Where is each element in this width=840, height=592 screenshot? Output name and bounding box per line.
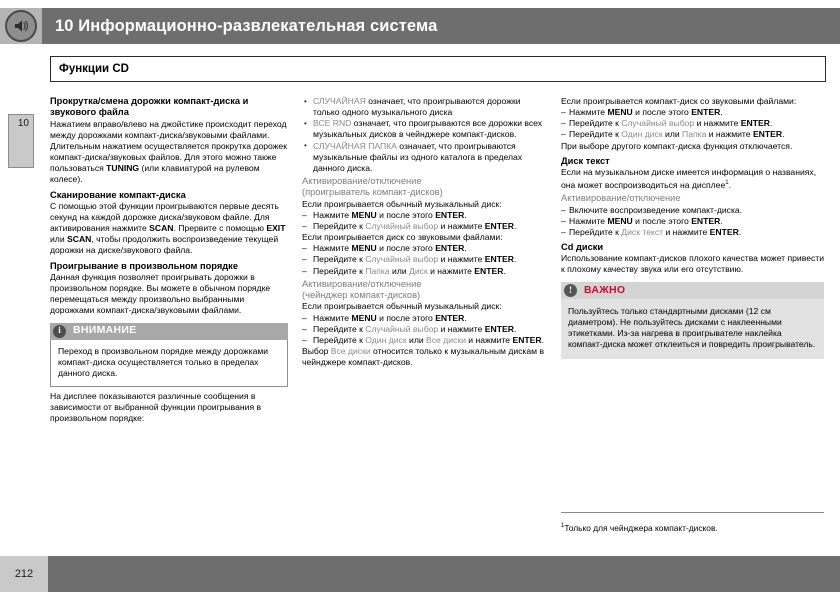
- display-term-disc-text: Диск текст: [621, 226, 664, 237]
- p3-a: Если на музыкальном диске имеется информация о названиях, она может воспроизводиться на дисплее: [561, 167, 817, 191]
- p4-a: Выбор: [302, 346, 331, 356]
- key-enter: ENTER: [752, 129, 783, 140]
- s2i2-b: и нажмите: [438, 254, 485, 265]
- bullet3-text: означает, что проигрываются музыкальные файлы из одного каталога в пределах данного диска.: [313, 140, 523, 173]
- key-enter: ENTER: [474, 265, 504, 276]
- p1-c: (или клавиатурой на рулевом колесе).: [50, 163, 260, 185]
- s3i2-a: Перейдите к: [313, 323, 366, 334]
- s2i2-a: Перейдите к: [313, 254, 366, 265]
- text-column-3: [561, 96, 824, 359]
- steps-list-1: [302, 210, 545, 232]
- list-item: [561, 129, 824, 140]
- key-menu: MENU: [351, 209, 377, 220]
- paragraph-audio-cd: Если проигрывается компакт-диск со звуковыми файлами:: [561, 96, 797, 106]
- key-enter: ENTER: [691, 107, 721, 118]
- c3i3-d: .: [782, 129, 785, 140]
- key-enter: ENTER: [484, 323, 514, 334]
- s2i1-c: .: [464, 243, 467, 254]
- random-modes-list: [302, 96, 545, 174]
- list-item: [302, 118, 545, 140]
- s3i3-c: и нажмите: [465, 334, 513, 345]
- key-exit: EXIT: [266, 223, 286, 234]
- footnote-text: Только для чейнджера компакт-дисков.: [564, 522, 718, 533]
- heading-activate-changer-l2: (чейнджер компакт-дисков): [302, 290, 421, 301]
- notice-body: Переход в произвольном порядке между дорожками компакт-диска осуществляется только в пределах данного диска.: [50, 340, 288, 388]
- p2-e: или: [50, 234, 68, 245]
- s2i1-a: Нажмите: [313, 243, 352, 254]
- display-term-random-folder: СЛУЧАЙНАЯ ПАПКА: [313, 140, 397, 151]
- section-title-box: [50, 56, 826, 82]
- s1i2-b: и нажмите: [438, 221, 485, 231]
- page-number-box: [0, 556, 48, 592]
- steps-list-5: [561, 205, 824, 238]
- text-column-1: [50, 96, 288, 425]
- chapter-title-bar: [42, 8, 840, 44]
- s1i2-c: .: [513, 221, 517, 231]
- footer-bar: [48, 556, 840, 592]
- paragraph-other-disc-note: При выборе другого компакт-диска функция отключается.: [561, 140, 793, 151]
- key-scan-2: SCAN: [67, 234, 92, 245]
- paragraph-normal-disc-1: Если проигрывается обычный музыкальный диск:: [302, 198, 502, 209]
- bullet2-text: означает, что проигрываются все дорожки всех музыкальных дисков в чейнджере компакт-дисков.: [313, 118, 543, 140]
- key-enter: ENTER: [435, 243, 465, 254]
- s3i2-b: и нажмите: [438, 323, 485, 334]
- key-enter: ENTER: [709, 226, 739, 237]
- key-scan-1: SCAN: [149, 223, 174, 234]
- display-term-folder: Папка: [682, 129, 707, 140]
- heading-disc-text: Диск текст: [561, 155, 610, 166]
- s3i1-a: Нажмите: [313, 312, 352, 323]
- chapter-side-tab: [8, 114, 34, 168]
- s2i2-c: .: [513, 254, 517, 265]
- display-term-disc: Диск: [409, 265, 428, 276]
- paragraph-display-messages: На дисплее показываются различные сообщения в зависимости от выбранной функции проигрывания в произвольном порядке:: [50, 391, 262, 424]
- list-item: [561, 227, 824, 238]
- paragraph-cd-quality: Использование компакт-дисков плохого качества может привести к плохому качеству звука или его отсутствию.: [561, 253, 825, 275]
- c3j3-a: Перейдите к: [569, 226, 622, 237]
- s1i1-c: .: [464, 209, 467, 220]
- display-term-one-disc: Один диск: [621, 129, 663, 140]
- p3-b: .: [728, 180, 731, 191]
- s3i1-b: и после этого: [376, 312, 436, 323]
- notice-header: [50, 323, 288, 340]
- display-term-random: СЛУЧАЙНАЯ: [313, 96, 366, 106]
- notice-label: ВНИМАНИЕ: [73, 324, 137, 337]
- c3j2-c: .: [720, 215, 723, 226]
- c3i1-c: .: [720, 107, 723, 118]
- display-term-folder: Папка: [365, 265, 390, 276]
- s2i1-b: и после этого: [376, 243, 436, 254]
- notice-box-attention: [50, 323, 288, 388]
- heading-activate-cd-player-l2: (проигрыватель компакт-дисков): [302, 187, 443, 198]
- c3i3-b: или: [662, 129, 683, 140]
- speaker-icon: [5, 10, 37, 42]
- s3i2-c: .: [513, 323, 517, 334]
- key-enter: ENTER: [740, 118, 770, 129]
- heading-scan: Сканирование компакт-диска: [50, 189, 186, 200]
- c3i2-c: .: [769, 118, 773, 129]
- list-item: [302, 243, 545, 254]
- list-item: [302, 141, 545, 174]
- s1i2-a: Перейдите к: [313, 221, 366, 231]
- footnote-marker: 1: [561, 523, 565, 529]
- page-header: [0, 8, 840, 44]
- list-item: [302, 254, 545, 265]
- bullet1-text: означает, что проигрываются дорожки только одного музыкального диска: [313, 96, 521, 118]
- s2i3-d: .: [503, 265, 506, 276]
- chapter-side-tab-number: 10: [17, 118, 29, 129]
- list-item: [302, 96, 545, 118]
- display-term-random-select: Случайный выбор: [365, 254, 439, 265]
- steps-list-4: [561, 107, 824, 140]
- page-title: 10 Информационно-развлекательная система: [55, 16, 438, 35]
- list-item: [561, 216, 824, 227]
- paragraph-audio-files-disc: Если проигрывается диск со звуковыми файлами:: [302, 232, 503, 243]
- c3j3-b: и нажмите: [663, 226, 710, 237]
- s2i3-c: и нажмите: [427, 265, 475, 276]
- s3i3-d: .: [541, 334, 544, 345]
- display-term-random-select: Случайный выбор: [365, 323, 439, 334]
- display-term-all-discs: Все диски: [426, 334, 466, 345]
- key-menu: MENU: [607, 215, 633, 226]
- heading-random-play: Проигрывание в произвольном порядке: [50, 260, 238, 271]
- s3i3-a: Перейдите к: [313, 334, 366, 345]
- c3i2-b: и нажмите: [694, 118, 741, 129]
- s1i1-a: Нажмите: [313, 209, 352, 220]
- key-menu: MENU: [351, 243, 377, 254]
- display-term-random-select: Случайный выбор: [365, 221, 439, 231]
- display-term-all-rnd: ВСЕ RND: [313, 118, 352, 129]
- text-column-2: [302, 96, 545, 368]
- heading-cd-discs: Cd диски: [561, 242, 604, 253]
- p2-g: , чтобы продолжить воспроизведение текущей дорожки на диске/звукового файла.: [50, 234, 279, 256]
- c3i1-a: Нажмите: [569, 107, 608, 118]
- p1-a: Нажатием вправо/влево на джойстике происходит переход между дорожками компакт-диска/звуковыми файлами. Длительным нажатием осуществляется прокрутка дорожек компакт-диска/звуковых файлов. Для этого можно также пользоваться: [50, 118, 287, 174]
- heading-activate-changer-l1: Активирование/отключение: [302, 278, 422, 289]
- key-enter: ENTER: [512, 334, 542, 345]
- notice-body: Пользуйтесь только стандартными дисками (12 см диаметром). Не пользуйтесь дисками с наклеенными этикетками. Из-за нагрева в проигрывателе наклейка компакт-диска может отклеиться и повредить проигрыватель.: [561, 299, 824, 360]
- c3j3-c: .: [738, 226, 742, 237]
- s1i1-b: и после этого: [376, 209, 436, 220]
- notice-box-important: [561, 282, 824, 360]
- p2-c: . Прервите с помощью: [173, 223, 267, 234]
- key-menu: MENU: [351, 312, 377, 323]
- footnote-ref: 1: [725, 180, 729, 187]
- footnote: [561, 521, 824, 534]
- display-term-one-disc: Один диск: [365, 334, 407, 345]
- list-item: [561, 107, 824, 118]
- c3i1-b: и после этого: [632, 107, 692, 118]
- chapter-icon-container: [0, 8, 42, 44]
- list-item: [302, 313, 545, 324]
- key-enter: ENTER: [435, 209, 465, 220]
- list-item: [302, 266, 545, 277]
- c3j2-b: и после этого: [632, 215, 692, 226]
- heading-activate-disc-text: Активирование/отключение: [561, 193, 681, 204]
- heading-track-scroll: Прокрутка/смена дорожки компакт-диска и звукового файла: [50, 96, 249, 118]
- list-item: [302, 221, 545, 232]
- p4-b: относится только к музыкальным дискам в чейнджере компакт-дисков.: [302, 346, 545, 368]
- list-item: [561, 118, 824, 129]
- section-title: Функции CD: [59, 63, 129, 75]
- notice-header: [561, 282, 824, 299]
- notice-label: ВАЖНО: [584, 283, 626, 296]
- p2-a: С помощью этой функции проигрываются первые десять секунд на каждой дорожке диска/звуковом файле. Для активирования нажмите: [50, 200, 279, 234]
- list-item: [302, 324, 545, 335]
- key-enter: ENTER: [484, 221, 514, 231]
- c3i3-a: Перейдите к: [569, 129, 622, 140]
- key-enter: ENTER: [435, 312, 465, 323]
- display-term-all-discs: Все диски: [330, 346, 371, 356]
- c3j2-a: Нажмите: [569, 215, 608, 226]
- key-tuning: TUNING: [106, 163, 140, 174]
- list-item: – Включите воспроизведение компакт-диска.: [561, 205, 824, 216]
- steps-list-3: [302, 313, 545, 346]
- info-icon: i: [53, 325, 66, 338]
- list-item: [302, 335, 545, 346]
- s3i1-c: .: [464, 312, 467, 323]
- list-item: [302, 210, 545, 221]
- key-menu: MENU: [607, 107, 633, 118]
- paragraph-random-play: Данная функция позволяет проигрывать дорожки в произвольном порядке. Вы можете в обычном порядке перемещаться между произвольно выбранными дорожками компакт-диска/звуковыми файлами.: [50, 271, 271, 316]
- display-term-random-select: Случайный выбор: [621, 118, 695, 129]
- c3i3-c: и нажмите: [706, 129, 753, 140]
- steps-list-2: [302, 243, 545, 276]
- footnote-divider: [561, 512, 824, 513]
- page-number: 212: [14, 568, 34, 580]
- s2i3-a: Перейдите к: [313, 265, 366, 276]
- s3i3-b: или: [406, 334, 427, 345]
- paragraph-normal-disc-2: Если проигрывается обычный музыкальный диск:: [302, 301, 502, 312]
- paragraph-scan: [50, 201, 288, 257]
- warning-icon: !: [564, 284, 577, 297]
- key-enter: ENTER: [484, 254, 514, 265]
- heading-activate-cd-player-l1: Активирование/отключение: [302, 176, 422, 187]
- paragraph-all-discs-note: [302, 346, 545, 368]
- s2i3-b: или: [389, 265, 410, 276]
- key-enter: ENTER: [691, 215, 721, 226]
- c3i2-a: Перейдите к: [569, 118, 622, 129]
- paragraph-track-scroll: [50, 119, 288, 186]
- paragraph-disc-text: [561, 167, 824, 191]
